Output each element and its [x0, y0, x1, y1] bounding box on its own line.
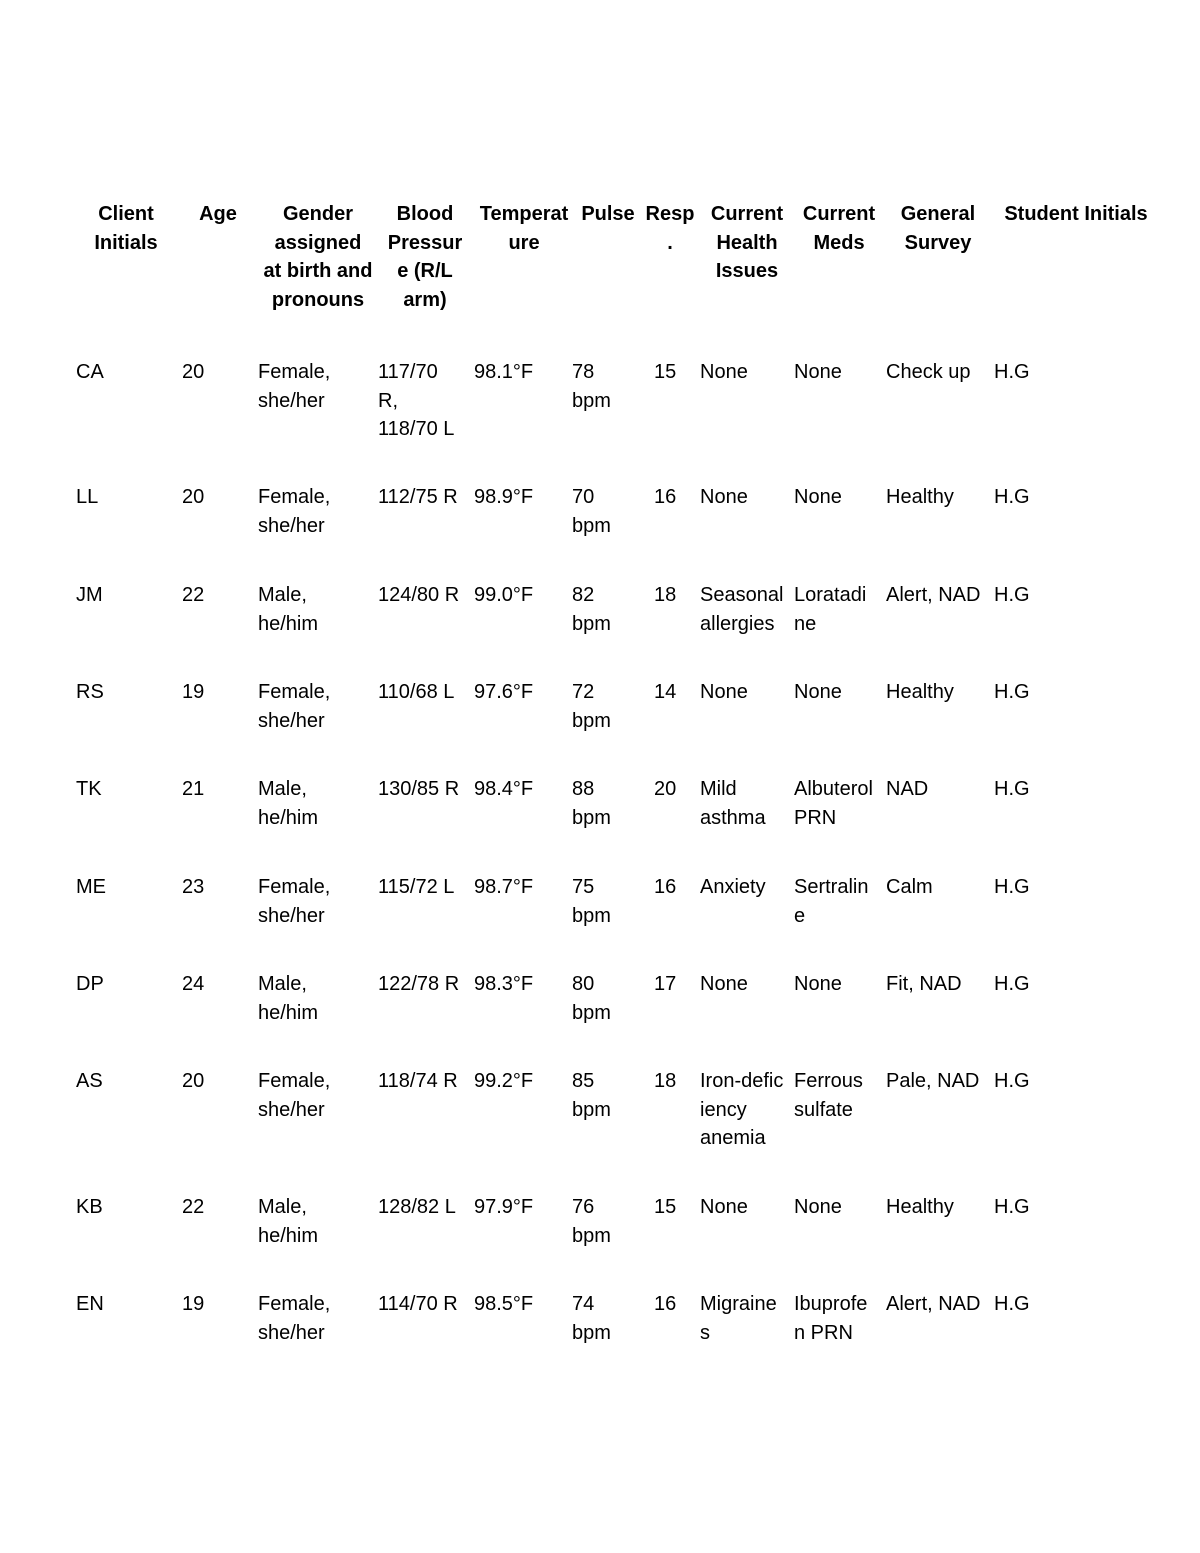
cell-line: None	[794, 681, 842, 703]
cell-survey	[886, 1193, 990, 1222]
cell-line: 18	[654, 1070, 677, 1092]
header-line: e (R/L	[397, 260, 453, 282]
cell-line: 85	[572, 1070, 595, 1092]
cell-temp	[474, 1193, 574, 1222]
cell-temp	[474, 873, 574, 902]
cell-student	[996, 775, 1076, 804]
column-header-temperature	[474, 200, 574, 257]
cell-line: H.G	[994, 1293, 1030, 1315]
cell-health	[700, 1067, 794, 1153]
cell-line: he/him	[258, 806, 319, 829]
cell-gender	[258, 483, 378, 540]
header-line: Client	[98, 203, 154, 225]
header-line: Current	[802, 203, 876, 225]
cell-line: Female,	[258, 1293, 331, 1315]
cell-student	[996, 678, 1076, 707]
cell-line: None	[700, 681, 748, 703]
column-header-blood-pressure	[382, 200, 468, 314]
cell-line: 115/72 L	[378, 876, 455, 898]
cell-student	[996, 1067, 1076, 1096]
cell-line: None	[700, 361, 748, 383]
cell-line: ne	[794, 612, 817, 635]
cell-line: 97.6°F	[474, 681, 534, 703]
cell-resp	[644, 970, 684, 999]
cell-line: AS	[76, 1070, 103, 1092]
cell-health	[700, 970, 794, 999]
cell-line: 98.3°F	[474, 973, 534, 995]
column-header-resp	[644, 200, 696, 257]
header-line: Health	[716, 231, 778, 254]
cell-line: 98.9°F	[474, 486, 534, 508]
header-line: .	[667, 231, 673, 254]
cell-line: None	[794, 486, 842, 508]
cell-survey	[886, 970, 990, 999]
cell-line: bpm	[572, 389, 611, 412]
cell-line: anemia	[700, 1127, 766, 1149]
cell-line: Ferrous	[794, 1070, 863, 1092]
cell-line: 15	[654, 1196, 677, 1218]
cell-meds	[794, 483, 888, 512]
cell-line: RS	[76, 681, 104, 703]
cell-line: Loratadi	[794, 584, 867, 606]
cell-bp	[378, 1193, 470, 1222]
cell-health	[700, 775, 794, 832]
cell-line: 20	[182, 486, 205, 508]
cell-meds	[794, 581, 888, 638]
header-line: Meds	[813, 231, 865, 254]
cell-line: 99.0°F	[474, 584, 534, 606]
header-line: Temperat	[479, 203, 569, 225]
cell-survey	[886, 678, 990, 707]
cell-student	[996, 483, 1076, 512]
cell-line: Male,	[258, 973, 307, 995]
cell-line: TK	[76, 778, 102, 800]
cell-line: H.G	[994, 778, 1030, 800]
cell-survey	[886, 1067, 990, 1096]
cell-line: Albuterol	[794, 778, 873, 800]
cell-pulse	[572, 678, 628, 735]
cell-line: 80	[572, 973, 595, 995]
cell-gender	[258, 873, 378, 930]
cell-resp	[644, 1067, 684, 1096]
cell-line: 16	[654, 486, 677, 508]
cell-line: 16	[654, 876, 677, 898]
cell-line: she/her	[258, 1321, 325, 1344]
cell-line: Ibuprofe	[794, 1293, 868, 1315]
cell-line: 117/70	[378, 361, 438, 383]
cell-bp	[378, 581, 470, 610]
cell-line: H.G	[994, 876, 1030, 898]
cell-line: 23	[182, 876, 205, 898]
cell-line: 122/78 R	[378, 973, 460, 995]
cell-line: 82	[572, 584, 595, 606]
cell-line: 22	[182, 584, 205, 606]
cell-line: bpm	[572, 1224, 611, 1247]
cell-line: PRN	[794, 806, 837, 829]
cell-line: 98.4°F	[474, 778, 534, 800]
cell-resp	[644, 581, 684, 610]
cell-age	[182, 970, 226, 999]
cell-resp	[644, 873, 684, 902]
cell-age	[182, 873, 226, 902]
cell-line: e	[794, 904, 806, 927]
column-header-pulse	[576, 200, 640, 229]
column-header-meds	[796, 200, 882, 257]
cell-line: 112/75 R	[378, 486, 458, 508]
header-line: at birth and	[263, 260, 373, 282]
header-line: assigned	[274, 231, 362, 254]
cell-resp	[644, 1290, 684, 1319]
cell-health	[700, 483, 794, 512]
cell-client	[76, 678, 140, 707]
cell-pulse	[572, 581, 628, 638]
cell-line: 118/70 L	[378, 418, 455, 440]
cell-line: Healthy	[886, 486, 954, 508]
cell-line: 19	[182, 1293, 205, 1315]
cell-client	[76, 358, 140, 387]
cell-line: 18	[654, 584, 677, 606]
cell-line: Anxiety	[700, 876, 766, 898]
cell-line: Pale, NAD	[886, 1070, 980, 1092]
cell-line: 78	[572, 361, 595, 383]
cell-client	[76, 483, 140, 512]
cell-line: 88	[572, 778, 595, 800]
cell-line: None	[794, 361, 842, 383]
cell-pulse	[572, 873, 628, 930]
cell-line: Check up	[886, 361, 971, 383]
cell-meds	[794, 775, 888, 832]
cell-line: 72	[572, 681, 595, 703]
cell-bp	[378, 678, 470, 707]
cell-line: R,	[378, 389, 398, 412]
cell-line: 70	[572, 486, 595, 508]
cell-gender	[258, 358, 378, 415]
cell-line: H.G	[994, 1070, 1030, 1092]
cell-line: Seasonal	[700, 584, 784, 606]
cell-line: Migraine	[700, 1293, 777, 1315]
cell-bp	[378, 970, 470, 999]
cell-line: H.G	[994, 973, 1030, 995]
header-line: arm)	[403, 288, 447, 311]
cell-meds	[794, 1290, 888, 1347]
cell-line: DP	[76, 973, 104, 995]
cell-line: 130/85 R	[378, 778, 460, 800]
cell-age	[182, 1193, 226, 1222]
cell-line: Male,	[258, 778, 307, 800]
cell-health	[700, 358, 794, 387]
cell-client	[76, 1067, 140, 1096]
cell-health	[700, 678, 794, 707]
cell-temp	[474, 775, 574, 804]
cell-line: 24	[182, 973, 205, 995]
cell-line: bpm	[572, 1321, 611, 1344]
cell-client	[76, 873, 140, 902]
cell-client	[76, 581, 140, 610]
cell-line: bpm	[572, 612, 611, 635]
cell-pulse	[572, 358, 628, 415]
cell-line: None	[700, 486, 748, 508]
cell-line: sulfate	[794, 1098, 853, 1121]
cell-line: s	[700, 1321, 710, 1344]
cell-line: Iron-defic	[700, 1070, 784, 1092]
cell-line: H.G	[994, 361, 1030, 383]
cell-line: Calm	[886, 876, 933, 898]
cell-line: Fit, NAD	[886, 973, 962, 995]
header-line: Gender	[282, 203, 354, 225]
cell-line: she/her	[258, 1098, 325, 1121]
cell-line: Healthy	[886, 681, 954, 703]
cell-line: NAD	[886, 778, 929, 800]
cell-resp	[644, 483, 684, 512]
cell-line: n PRN	[794, 1321, 853, 1344]
cell-line: bpm	[572, 1098, 611, 1121]
cell-bp	[378, 483, 470, 512]
header-line: Initials	[94, 231, 158, 254]
cell-line: 20	[182, 361, 205, 383]
cell-line: 97.9°F	[474, 1196, 534, 1218]
cell-line: Female,	[258, 486, 331, 508]
cell-survey	[886, 873, 990, 902]
cell-resp	[644, 678, 684, 707]
header-line: Resp	[645, 203, 695, 225]
header-line: General	[900, 203, 976, 225]
cell-student	[996, 581, 1076, 610]
header-line: Current	[710, 203, 784, 225]
cell-line: 75	[572, 876, 595, 898]
cell-bp	[378, 358, 470, 444]
cell-line: None	[700, 973, 748, 995]
header-line: Pressur	[387, 231, 463, 254]
cell-line: bpm	[572, 514, 611, 537]
cell-gender	[258, 775, 378, 832]
cell-gender	[258, 1067, 378, 1124]
cell-line: Female,	[258, 876, 331, 898]
column-header-age	[190, 200, 246, 229]
cell-line: JM	[76, 584, 103, 606]
cell-health	[700, 1290, 794, 1347]
cell-line: 118/74 R	[378, 1070, 458, 1092]
cell-line: 74	[572, 1293, 595, 1315]
cell-line: KB	[76, 1196, 103, 1218]
cell-gender	[258, 678, 378, 735]
cell-student	[996, 358, 1076, 387]
cell-line: None	[794, 1196, 842, 1218]
cell-line: 16	[654, 1293, 677, 1315]
cell-pulse	[572, 775, 628, 832]
header-line: Pulse	[581, 203, 635, 225]
cell-line: H.G	[994, 1196, 1030, 1218]
cell-line: Female,	[258, 1070, 331, 1092]
cell-line: she/her	[258, 514, 325, 537]
cell-line: ME	[76, 876, 106, 898]
cell-line: Healthy	[886, 1196, 954, 1218]
cell-meds	[794, 678, 888, 707]
cell-gender	[258, 581, 378, 638]
cell-line: bpm	[572, 904, 611, 927]
cell-line: Female,	[258, 681, 331, 703]
cell-survey	[886, 775, 990, 804]
cell-student	[996, 873, 1076, 902]
cell-line: she/her	[258, 389, 325, 412]
cell-age	[182, 1290, 226, 1319]
cell-student	[996, 970, 1076, 999]
cell-pulse	[572, 970, 628, 1027]
cell-pulse	[572, 1193, 628, 1250]
cell-line: Sertralin	[794, 876, 869, 898]
cell-bp	[378, 1290, 470, 1319]
cell-pulse	[572, 483, 628, 540]
cell-line: she/her	[258, 904, 325, 927]
cell-line: iency	[700, 1098, 747, 1121]
cell-client	[76, 1193, 140, 1222]
cell-line: 20	[182, 1070, 205, 1092]
cell-line: 22	[182, 1196, 205, 1218]
cell-temp	[474, 678, 574, 707]
cell-age	[182, 581, 226, 610]
cell-gender	[258, 1290, 378, 1347]
cell-line: 98.5°F	[474, 1293, 534, 1315]
header-line: Blood	[396, 203, 454, 225]
cell-line: 128/82 L	[378, 1196, 456, 1218]
header-line: pronouns	[271, 288, 365, 311]
header-line: Survey	[904, 231, 972, 254]
cell-line: bpm	[572, 806, 611, 829]
cell-line: 20	[654, 778, 677, 800]
cell-temp	[474, 1290, 574, 1319]
cell-line: 98.7°F	[474, 876, 534, 898]
cell-line: he/him	[258, 1224, 319, 1247]
cell-line: 14	[654, 681, 677, 703]
cell-meds	[794, 1193, 888, 1222]
cell-client	[76, 1290, 140, 1319]
cell-line: 19	[182, 681, 205, 703]
column-header-client-initials	[80, 200, 172, 257]
cell-meds	[794, 873, 888, 930]
cell-line: EN	[76, 1293, 104, 1315]
cell-pulse	[572, 1290, 628, 1347]
cell-survey	[886, 483, 990, 512]
column-header-student	[996, 200, 1156, 229]
cell-age	[182, 678, 226, 707]
cell-line: 99.2°F	[474, 1070, 534, 1092]
header-line: Issues	[715, 260, 779, 282]
cell-line: bpm	[572, 1001, 611, 1024]
cell-survey	[886, 358, 990, 387]
cell-line: he/him	[258, 1001, 319, 1024]
cell-survey	[886, 581, 990, 610]
header-line: Student Initials	[1004, 203, 1148, 225]
column-header-health	[702, 200, 792, 286]
cell-line: H.G	[994, 584, 1030, 606]
cell-line: asthma	[700, 806, 766, 829]
cell-pulse	[572, 1067, 628, 1124]
cell-line: H.G	[994, 681, 1030, 703]
cell-line: Female,	[258, 361, 331, 383]
cell-bp	[378, 873, 470, 902]
cell-line: 124/80 R	[378, 584, 460, 606]
cell-resp	[644, 1193, 684, 1222]
cell-line: bpm	[572, 709, 611, 732]
cell-temp	[474, 1067, 574, 1096]
cell-student	[996, 1193, 1076, 1222]
cell-temp	[474, 581, 574, 610]
cell-gender	[258, 970, 378, 1027]
cell-meds	[794, 970, 888, 999]
cell-temp	[474, 483, 574, 512]
cell-line: 98.1°F	[474, 361, 534, 383]
cell-resp	[644, 358, 684, 387]
cell-line: 21	[182, 778, 205, 800]
column-header-survey	[888, 200, 988, 257]
cell-bp	[378, 1067, 470, 1096]
cell-line: he/him	[258, 612, 319, 635]
cell-line: Male,	[258, 1196, 307, 1218]
cell-client	[76, 970, 140, 999]
cell-resp	[644, 775, 684, 804]
cell-line: 110/68 L	[378, 681, 455, 703]
cell-line: Male,	[258, 584, 307, 606]
cell-line: H.G	[994, 486, 1030, 508]
cell-temp	[474, 358, 574, 387]
cell-health	[700, 1193, 794, 1222]
cell-line: Alert, NAD	[886, 584, 981, 606]
cell-line: 15	[654, 361, 677, 383]
cell-line: 76	[572, 1196, 595, 1218]
cell-age	[182, 483, 226, 512]
cell-line: None	[794, 973, 842, 995]
cell-age	[182, 358, 226, 387]
column-header-gender	[258, 200, 378, 314]
cell-line: CA	[76, 361, 104, 383]
cell-age	[182, 775, 226, 804]
cell-line: she/her	[258, 709, 325, 732]
cell-line: 17	[654, 973, 677, 995]
cell-meds	[794, 1067, 888, 1124]
cell-health	[700, 873, 794, 902]
cell-temp	[474, 970, 574, 999]
cell-line: LL	[76, 486, 99, 508]
header-line: Age	[199, 203, 237, 225]
cell-line: 114/70 R	[378, 1293, 458, 1315]
cell-student	[996, 1290, 1076, 1319]
cell-health	[700, 581, 794, 638]
cell-meds	[794, 358, 888, 387]
cell-line: allergies	[700, 612, 775, 635]
header-line: ure	[508, 231, 540, 254]
cell-survey	[886, 1290, 990, 1319]
cell-gender	[258, 1193, 378, 1250]
cell-client	[76, 775, 140, 804]
cell-line: Mild	[700, 778, 737, 800]
cell-age	[182, 1067, 226, 1096]
cell-line: Alert, NAD	[886, 1293, 981, 1315]
cell-bp	[378, 775, 470, 804]
cell-line: None	[700, 1196, 748, 1218]
